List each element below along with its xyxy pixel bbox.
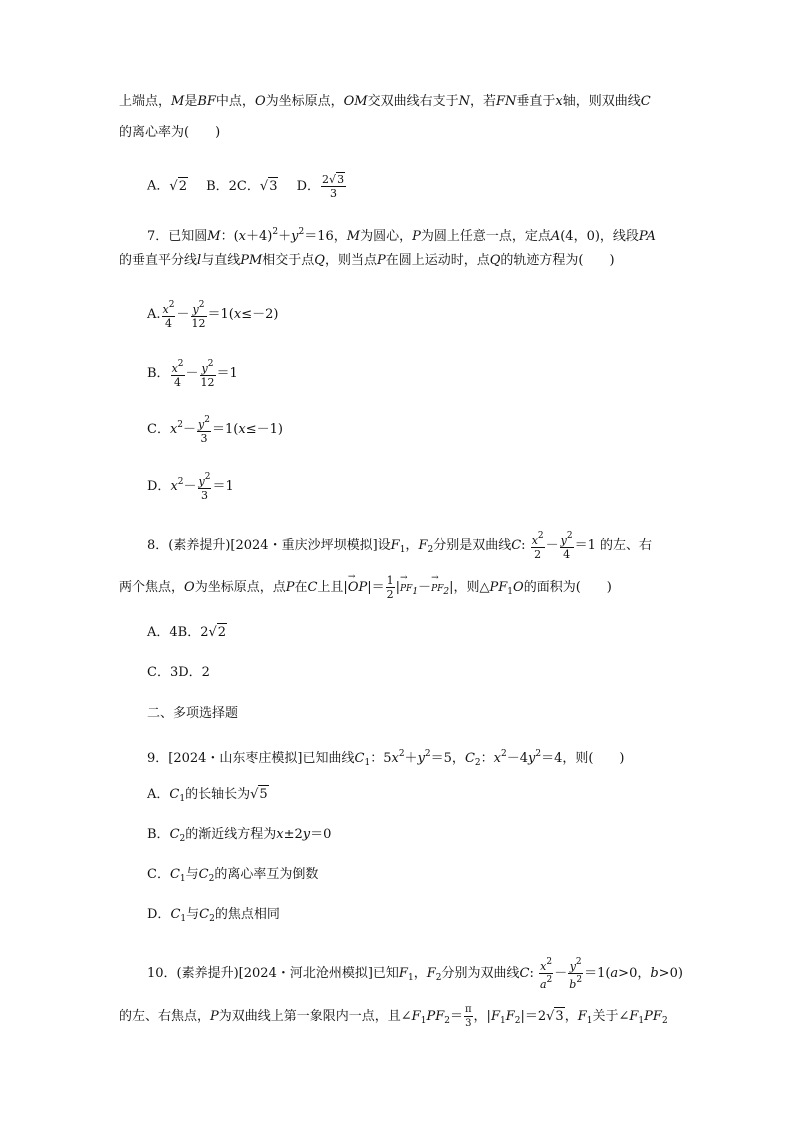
text: 的离心率为( ) [119, 125, 221, 140]
superscript: 2 [177, 477, 184, 487]
text-line-2 [119, 124, 220, 142]
var-N: N [458, 94, 470, 109]
minus: － [183, 479, 197, 494]
text: 10．(素养提升)[2024・河北沧州模拟]已知 [147, 966, 399, 981]
var-P: P [285, 580, 295, 595]
q7-option-b [147, 358, 238, 389]
fraction-2sqrt3-over-3: $\frac{2√3}{3}$ [322, 173, 345, 200]
text: 9．[2024・山东枣庄模拟]已知曲线 [147, 751, 355, 766]
text: ＝ [449, 1009, 463, 1024]
text: 垂直于 [516, 94, 556, 109]
q10-line-2 [119, 1003, 668, 1030]
var-C: C [199, 907, 210, 922]
fraction-half [386, 574, 395, 601]
superscript: 2 [424, 749, 431, 759]
text: 的长轴长为 [185, 787, 251, 802]
var-y: y [528, 751, 536, 766]
var-C: C [169, 867, 180, 882]
option-label: A． [147, 787, 170, 802]
vector-PF1 [400, 580, 418, 601]
text: : [529, 966, 534, 981]
var-PF: PF [400, 584, 413, 594]
var-x: x [391, 751, 399, 766]
var-y: y [198, 418, 205, 431]
text: |＝ [367, 580, 385, 595]
text: ＋ [404, 751, 418, 766]
var-PF: PF [489, 580, 508, 595]
text: ＋4) [246, 229, 273, 244]
denominator: 3 [330, 187, 338, 200]
text: 的离心率互为倒数 [214, 867, 319, 882]
q9-option-c [147, 866, 318, 888]
text: 两个焦点， [119, 580, 185, 595]
var-x: x [171, 362, 178, 375]
sqrt-3: √3 [259, 178, 278, 194]
var-P: P [412, 229, 421, 244]
text: ＝1( [212, 422, 239, 437]
var-x: x [170, 479, 178, 494]
var-b: b [569, 978, 577, 991]
sqrt-2: √2 [169, 178, 187, 194]
subscript: 1 [638, 1016, 645, 1026]
text: >0) [658, 966, 683, 981]
text: 的面积为( ) [523, 580, 612, 595]
radicand: 3 [555, 1009, 564, 1024]
option-label: B． [147, 827, 170, 842]
text: ， [405, 538, 419, 553]
var-F: F [629, 1009, 639, 1024]
superscript: 2 [546, 975, 553, 985]
text: 在圆上运动时，点 [385, 253, 490, 268]
q9-option-d [147, 906, 280, 928]
var-x: x [233, 307, 242, 322]
option-label: D． [147, 479, 171, 494]
var-x: x [162, 303, 169, 316]
var-C: C [169, 827, 180, 842]
text: ＝16， [304, 229, 347, 244]
text: 的轨迹方程为( ) [500, 253, 615, 268]
option-label: B． [147, 366, 170, 381]
numerator: 1 [386, 574, 394, 587]
text: 为双曲线上第一象限内一点，且∠ [218, 1009, 412, 1024]
q9-line-1 [147, 745, 625, 772]
text: |＝2 [520, 1009, 547, 1024]
var-M: M [346, 229, 361, 244]
text: 中点， [215, 94, 255, 109]
superscript: 2 [535, 749, 542, 759]
subscript: 2 [443, 587, 450, 597]
text: ＝1 [216, 366, 238, 381]
superscript: 2 [546, 957, 553, 967]
var-C: C [198, 867, 209, 882]
radicand: 2 [178, 178, 187, 194]
section-title: 二、多项选择题 [147, 706, 239, 721]
vector-PF2 [431, 580, 449, 601]
text: ， [564, 1009, 578, 1024]
var-M: M [171, 94, 185, 109]
text: 分别为双曲线 [441, 966, 520, 981]
var-F: F [426, 966, 436, 981]
q7-option-d [147, 471, 234, 502]
subscript: 2 [444, 1016, 450, 1026]
sqrt-3: √3 [546, 1009, 564, 1024]
denominator: 3 [200, 432, 208, 445]
section-heading [147, 705, 238, 723]
radicand: 2 [217, 625, 227, 640]
fraction-y2-over-12 [200, 358, 216, 389]
subscript: 1 [180, 914, 187, 924]
text: 8．(素养提升)[2024・重庆沙坪坝模拟]设 [147, 538, 391, 553]
superscript: 2 [272, 227, 279, 237]
radicand: 3 [337, 173, 345, 186]
superscript: 2 [207, 359, 214, 369]
text: 轴，则双曲线 [562, 94, 641, 109]
superscript: 2 [575, 957, 582, 967]
var-y: y [417, 751, 425, 766]
text: ，则当点 [324, 253, 377, 268]
var-F: F [418, 538, 428, 553]
denominator: 4 [563, 548, 571, 561]
subscript: 1 [364, 758, 371, 768]
q8-options-ab [147, 623, 227, 642]
fraction-y2-over-3 [198, 471, 212, 502]
text: ：( [220, 229, 239, 244]
var-y: y [569, 960, 576, 973]
var-y: y [302, 827, 311, 842]
text: 的焦点相同 [214, 907, 280, 922]
superscript: 2 [204, 472, 211, 482]
denominator: 4 [174, 376, 182, 389]
var-x: x [555, 94, 563, 109]
var-F: F [577, 1009, 587, 1024]
text: 相交于点 [262, 253, 315, 268]
text: ≤－1) [245, 422, 283, 437]
var-C: C [170, 907, 181, 922]
var-PF: PF [431, 584, 444, 594]
text: ， [413, 966, 427, 981]
denominator: 2 [534, 548, 542, 561]
var-a: a [610, 966, 619, 981]
var-P: P [210, 1009, 219, 1024]
fraction-x2-over-4 [171, 358, 185, 389]
text: 关于∠ [592, 1009, 630, 1024]
subscript: 1 [412, 587, 419, 597]
subscript: 1 [499, 1016, 506, 1026]
text: 与直线 [201, 253, 241, 268]
var-C: C [640, 94, 651, 109]
option-label: C． [147, 422, 170, 437]
text: ＝1 的左、右 [574, 538, 653, 553]
subscript: 2 [514, 1016, 521, 1026]
option-label: C． [147, 867, 170, 882]
subscript: 1 [179, 794, 186, 804]
var-C: C [169, 787, 180, 802]
var-P: P [644, 1009, 653, 1024]
var-M: M [207, 229, 221, 244]
var-C: C [464, 751, 475, 766]
denominator: 3 [465, 1018, 472, 1029]
text: 在 [294, 580, 308, 595]
var-P: P [426, 1009, 436, 1024]
coef: 2 [322, 173, 330, 186]
q10-line-1 [147, 956, 683, 991]
var-PM: PM [240, 253, 263, 268]
text: 与 [185, 867, 199, 882]
subscript: 1 [399, 545, 406, 555]
var-l: l [197, 253, 202, 268]
q8-line-2 [119, 574, 612, 601]
q7-option-a [147, 299, 278, 330]
var-A: A [550, 229, 561, 244]
denominator: 12 [200, 376, 215, 389]
text: |，则△ [449, 580, 490, 595]
var-y: y [198, 475, 205, 488]
subscript: 1 [586, 1016, 593, 1026]
var-x: x [493, 751, 501, 766]
text: ，| [473, 1009, 491, 1024]
q6-options [147, 172, 347, 200]
radicand: 5 [259, 787, 268, 802]
var-C: C [511, 538, 522, 553]
q7-option-c [147, 414, 283, 445]
fraction-y2-over-3 [197, 414, 211, 445]
text: －4 [506, 751, 528, 766]
text: ：5 [370, 751, 392, 766]
subscript: 2 [208, 874, 215, 884]
var-O: O [184, 580, 195, 595]
text: 的垂直平分线 [119, 253, 198, 268]
var-C: C [307, 580, 318, 595]
option-a-label: A． [147, 178, 170, 194]
var-BF: BF [197, 94, 216, 109]
denominator: 3 [201, 489, 208, 502]
var-x: x [540, 960, 547, 973]
option-cd-text: C．3D．2 [147, 665, 210, 680]
text: ＝0 [310, 827, 332, 842]
text: 的左、右焦点， [119, 1009, 211, 1024]
numerator: π [464, 1004, 472, 1015]
q8-options-cd [147, 664, 210, 682]
q8-line-1 [147, 530, 652, 561]
var-F: F [652, 1009, 662, 1024]
subscript: 2 [474, 758, 481, 768]
subscript: 2 [435, 973, 442, 983]
text: 的渐近线方程为 [185, 827, 277, 842]
minus: － [183, 422, 197, 437]
var-C: C [354, 751, 365, 766]
var-y: y [192, 303, 199, 316]
var-y: y [201, 362, 208, 375]
subscript: 2 [427, 545, 434, 555]
subscript: 2 [209, 914, 215, 924]
superscript: 2 [198, 300, 205, 310]
var-F: F [398, 966, 408, 981]
option-label: D． [147, 907, 171, 922]
superscript: 2 [398, 749, 405, 759]
var-Q: Q [314, 253, 325, 268]
superscript: 2 [537, 531, 544, 541]
text: ： [480, 751, 494, 766]
var-a: a [539, 978, 547, 991]
sqrt-5: √5 [250, 787, 268, 802]
var-x: x [531, 534, 538, 547]
text: 为坐标原点， [265, 94, 344, 109]
text: 为坐标原点，点 [194, 580, 286, 595]
minus: － [545, 538, 559, 553]
superscript: 2 [566, 531, 573, 541]
q9-option-a [147, 785, 269, 808]
option-bc-label: B．2C． [206, 178, 260, 194]
subscript: 1 [179, 874, 186, 884]
text-line-1 [119, 93, 651, 111]
superscript: 2 [177, 359, 184, 369]
text: ＝4，则( ) [541, 751, 625, 766]
var-F: F [390, 538, 400, 553]
var-y: y [560, 534, 567, 547]
var-x: x [238, 229, 247, 244]
text: 交双曲线右支于 [367, 94, 459, 109]
text: 为圆心， [360, 229, 413, 244]
text: ＝1( [584, 966, 611, 981]
minus: － [185, 366, 199, 381]
q7-line-1 [147, 223, 656, 246]
var-b: b [650, 966, 659, 981]
text: 7．已知圆 [147, 229, 208, 244]
sqrt-2: √2 [208, 625, 227, 640]
fraction-y2-over-b2 [568, 956, 583, 991]
text: 上且| [317, 580, 348, 595]
radicand: 3 [269, 178, 278, 194]
fraction-x2-over-2 [531, 530, 545, 561]
text: 是 [184, 94, 198, 109]
var-O: O [513, 580, 524, 595]
var-C: C [519, 966, 530, 981]
var-Q: Q [489, 253, 501, 268]
fraction-x2-over-a2 [539, 956, 553, 991]
text: ，若 [469, 94, 496, 109]
superscript: 2 [500, 749, 507, 759]
subscript: 1 [507, 587, 514, 597]
text: ＋ [278, 229, 292, 244]
text: 为圆上任意一点，定点 [420, 229, 551, 244]
denominator: 12 [191, 317, 206, 330]
q7-line-2 [119, 252, 615, 270]
var-x: x [276, 827, 284, 842]
superscript: 2 [298, 227, 305, 237]
denominator: 2 [386, 588, 394, 601]
option-ab-text: A．4B．2 [147, 625, 209, 640]
superscript: 2 [576, 975, 583, 985]
text: ≤－2) [241, 307, 279, 322]
var-y: y [291, 229, 299, 244]
fraction-y2-over-12 [191, 299, 207, 330]
text: >0， [618, 966, 651, 981]
var-F: F [490, 1009, 500, 1024]
var-PA: PA [638, 229, 656, 244]
q9-option-b [147, 826, 331, 848]
text: (4，0)，线段 [560, 229, 639, 244]
text: ＝5， [430, 751, 465, 766]
minus: － [418, 580, 432, 595]
vector-OP: → OP [348, 579, 367, 597]
superscript: 2 [177, 420, 184, 430]
var-x: x [169, 422, 178, 437]
var-F: F [411, 1009, 421, 1024]
text: : [521, 538, 526, 553]
text: ＝1( [207, 307, 234, 322]
subscript: 1 [407, 973, 414, 983]
text: ±2 [283, 827, 303, 842]
var-FN: FN [496, 94, 517, 109]
text: | [395, 580, 400, 595]
denominator: 4 [165, 317, 172, 330]
superscript: 2 [204, 415, 210, 425]
fraction-x2-over-4 [162, 299, 176, 330]
text: 上端点， [119, 94, 172, 109]
text: 分别是双曲线 [433, 538, 512, 553]
superscript: 2 [168, 300, 175, 310]
option-d-label: D． [296, 178, 321, 194]
minus: － [554, 966, 568, 981]
subscript: 2 [179, 834, 186, 844]
var-OM: OM [343, 94, 368, 109]
fraction-pi-over-3 [464, 1003, 473, 1030]
fraction-y2-over-4 [560, 530, 574, 561]
option-label: A. [147, 307, 161, 322]
var-F: F [435, 1009, 445, 1024]
subscript: 1 [420, 1016, 427, 1026]
var-P: P [376, 253, 386, 268]
text: ＝1 [212, 479, 234, 494]
minus: － [176, 307, 190, 322]
var-x: x [238, 422, 246, 437]
subscript: 2 [661, 1016, 668, 1026]
text: 与 [186, 907, 200, 922]
var-O: O [254, 94, 266, 109]
var-F: F [505, 1009, 515, 1024]
